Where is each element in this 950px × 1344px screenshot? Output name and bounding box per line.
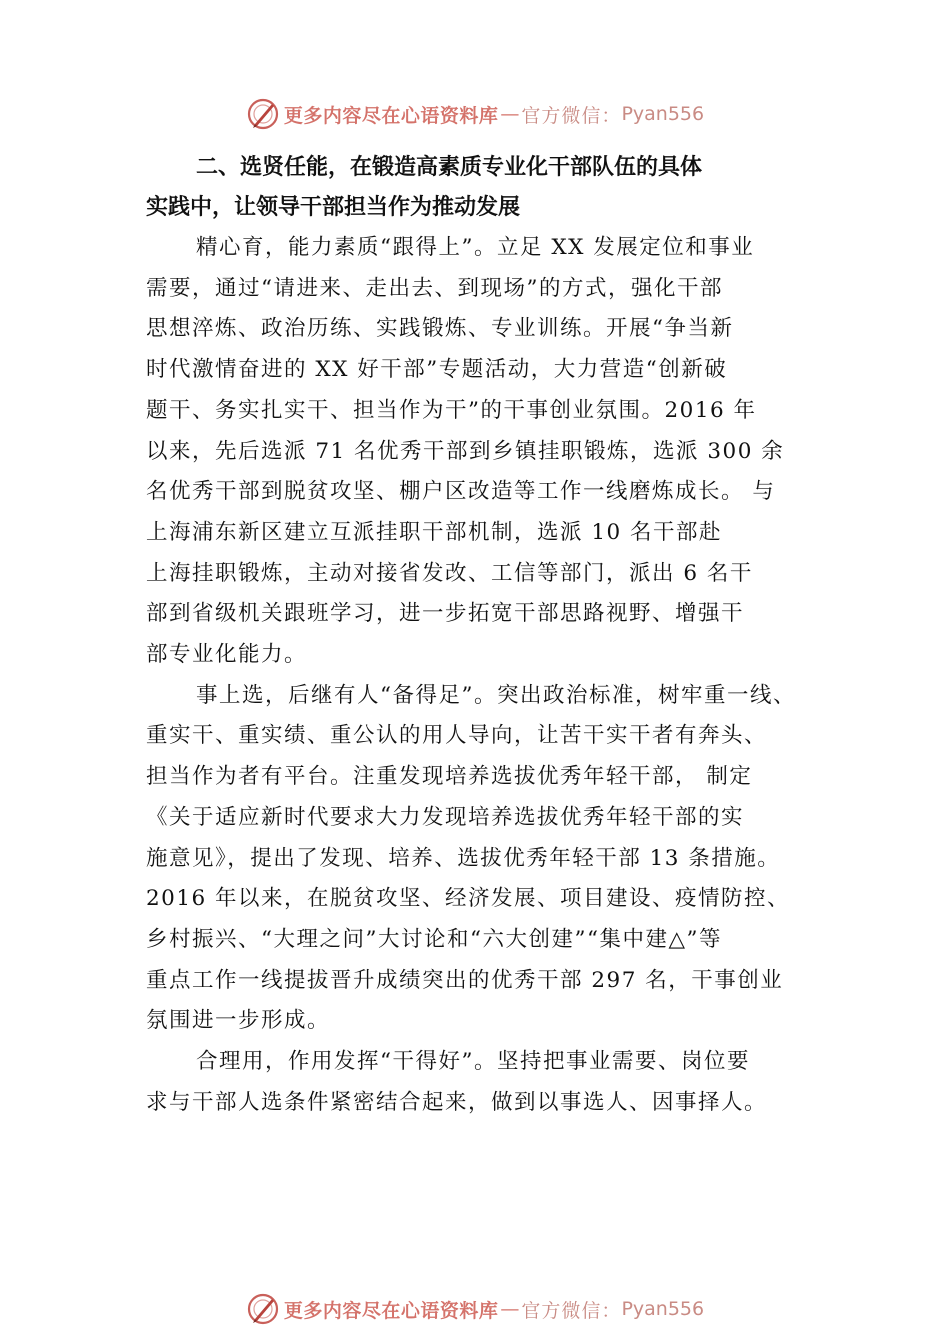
text-line: 重点工作一线提拔晋升成绩突出的优秀干部 297 名，干事创业 bbox=[146, 967, 784, 993]
text-line: 精心育，能力素质“跟得上”。立足 XX 发展定位和事业 bbox=[196, 235, 755, 260]
document-body bbox=[146, 148, 846, 1123]
watermark-separator: — bbox=[500, 103, 520, 125]
paragraph-1 bbox=[146, 228, 846, 676]
text-line: 上海挂职锻炼，主动对接省发改、工信等部门，派出 6 名干 bbox=[146, 560, 753, 586]
text-line: 以来，先后选派 71 名优秀干部到乡镇挂职锻炼，选派 300 余 bbox=[146, 438, 785, 464]
text-line: 乡村振兴、“大理之问”大讨论和“六大创建”“集中建△”等 bbox=[146, 926, 722, 952]
text-line: 事上选，后继有人“备得足”。突出政治标准，树牢重一线、 bbox=[196, 682, 796, 708]
watermark-label: 官方微信： bbox=[521, 104, 622, 127]
watermark-wechat-id: Pyan556 bbox=[621, 103, 705, 125]
watermark-main-text: 更多内容尽在心语资料库 bbox=[283, 1299, 499, 1322]
watermark-wechat-id: Pyan556 bbox=[621, 1298, 705, 1320]
text-line: 施意见》，提出了发现、培养、选拔优秀年轻干部 13 条措施。 bbox=[146, 845, 781, 871]
text-line: 部专业化能力。 bbox=[146, 642, 308, 668]
text-line: 部到省级机关跟班学习，进一步拓宽干部思路视野、增强干 bbox=[146, 601, 745, 627]
text-line: 时代激情奋进的 XX 好干部”专题活动，大力营造“创新破 bbox=[146, 357, 728, 383]
watermark-separator: — bbox=[500, 1298, 520, 1320]
heading-line-2: 实践中，让领导干部担当作为推动发展 bbox=[146, 195, 521, 220]
paragraph-3 bbox=[146, 1042, 846, 1123]
text-line: 《关于适应新时代要求大力发现培养选拔优秀年轻干部的实 bbox=[146, 804, 745, 830]
text-line: 需要，通过“请进来、走出去、到现场”的方式，强化干部 bbox=[146, 275, 723, 301]
watermark-label: 官方微信： bbox=[521, 1299, 622, 1322]
text-line: 上海浦东新区建立互派挂职干部机制，选派 10 名干部赴 bbox=[146, 519, 723, 545]
watermark-main-text: 更多内容尽在心语资料库 bbox=[283, 104, 499, 127]
text-line: 题干、务实扎实干、担当作为干”的干事创业氛围。2016 年 bbox=[146, 397, 757, 423]
text-line: 担当作为者有平台。注重发现培养选拔优秀年轻干部， 制定 bbox=[146, 764, 753, 790]
watermark-header bbox=[0, 94, 950, 134]
section-heading bbox=[146, 148, 846, 228]
text-line: 名优秀干部到脱贫攻坚、棚户区改造等工作一线磨炼成长。 与 bbox=[146, 479, 776, 505]
logo-icon bbox=[246, 97, 280, 131]
heading-line-1: 二、选贤任能，在锻造高素质专业化干部队伍的具体 bbox=[196, 155, 703, 180]
paragraph-2 bbox=[146, 676, 846, 1042]
text-line: 重实干、重实绩、重公认的用人导向，让苦干实干者有奔头、 bbox=[146, 723, 768, 749]
text-line: 氛围进一步形成。 bbox=[146, 1008, 331, 1034]
text-line: 2016 年以来，在脱贫攻坚、经济发展、项目建设、疫情防控、 bbox=[146, 886, 791, 912]
watermark-footer bbox=[0, 1289, 950, 1329]
text-line: 求与干部人选条件紧密结合起来，做到以事选人、因事择人。 bbox=[146, 1089, 768, 1115]
text-line: 合理用，作用发挥“干得好”。坚持把事业需要、岗位要 bbox=[196, 1049, 750, 1075]
logo-icon bbox=[246, 1292, 280, 1326]
text-line: 思想淬炼、政治历练、实践锻炼、专业训练。开展“争当新 bbox=[146, 316, 734, 342]
